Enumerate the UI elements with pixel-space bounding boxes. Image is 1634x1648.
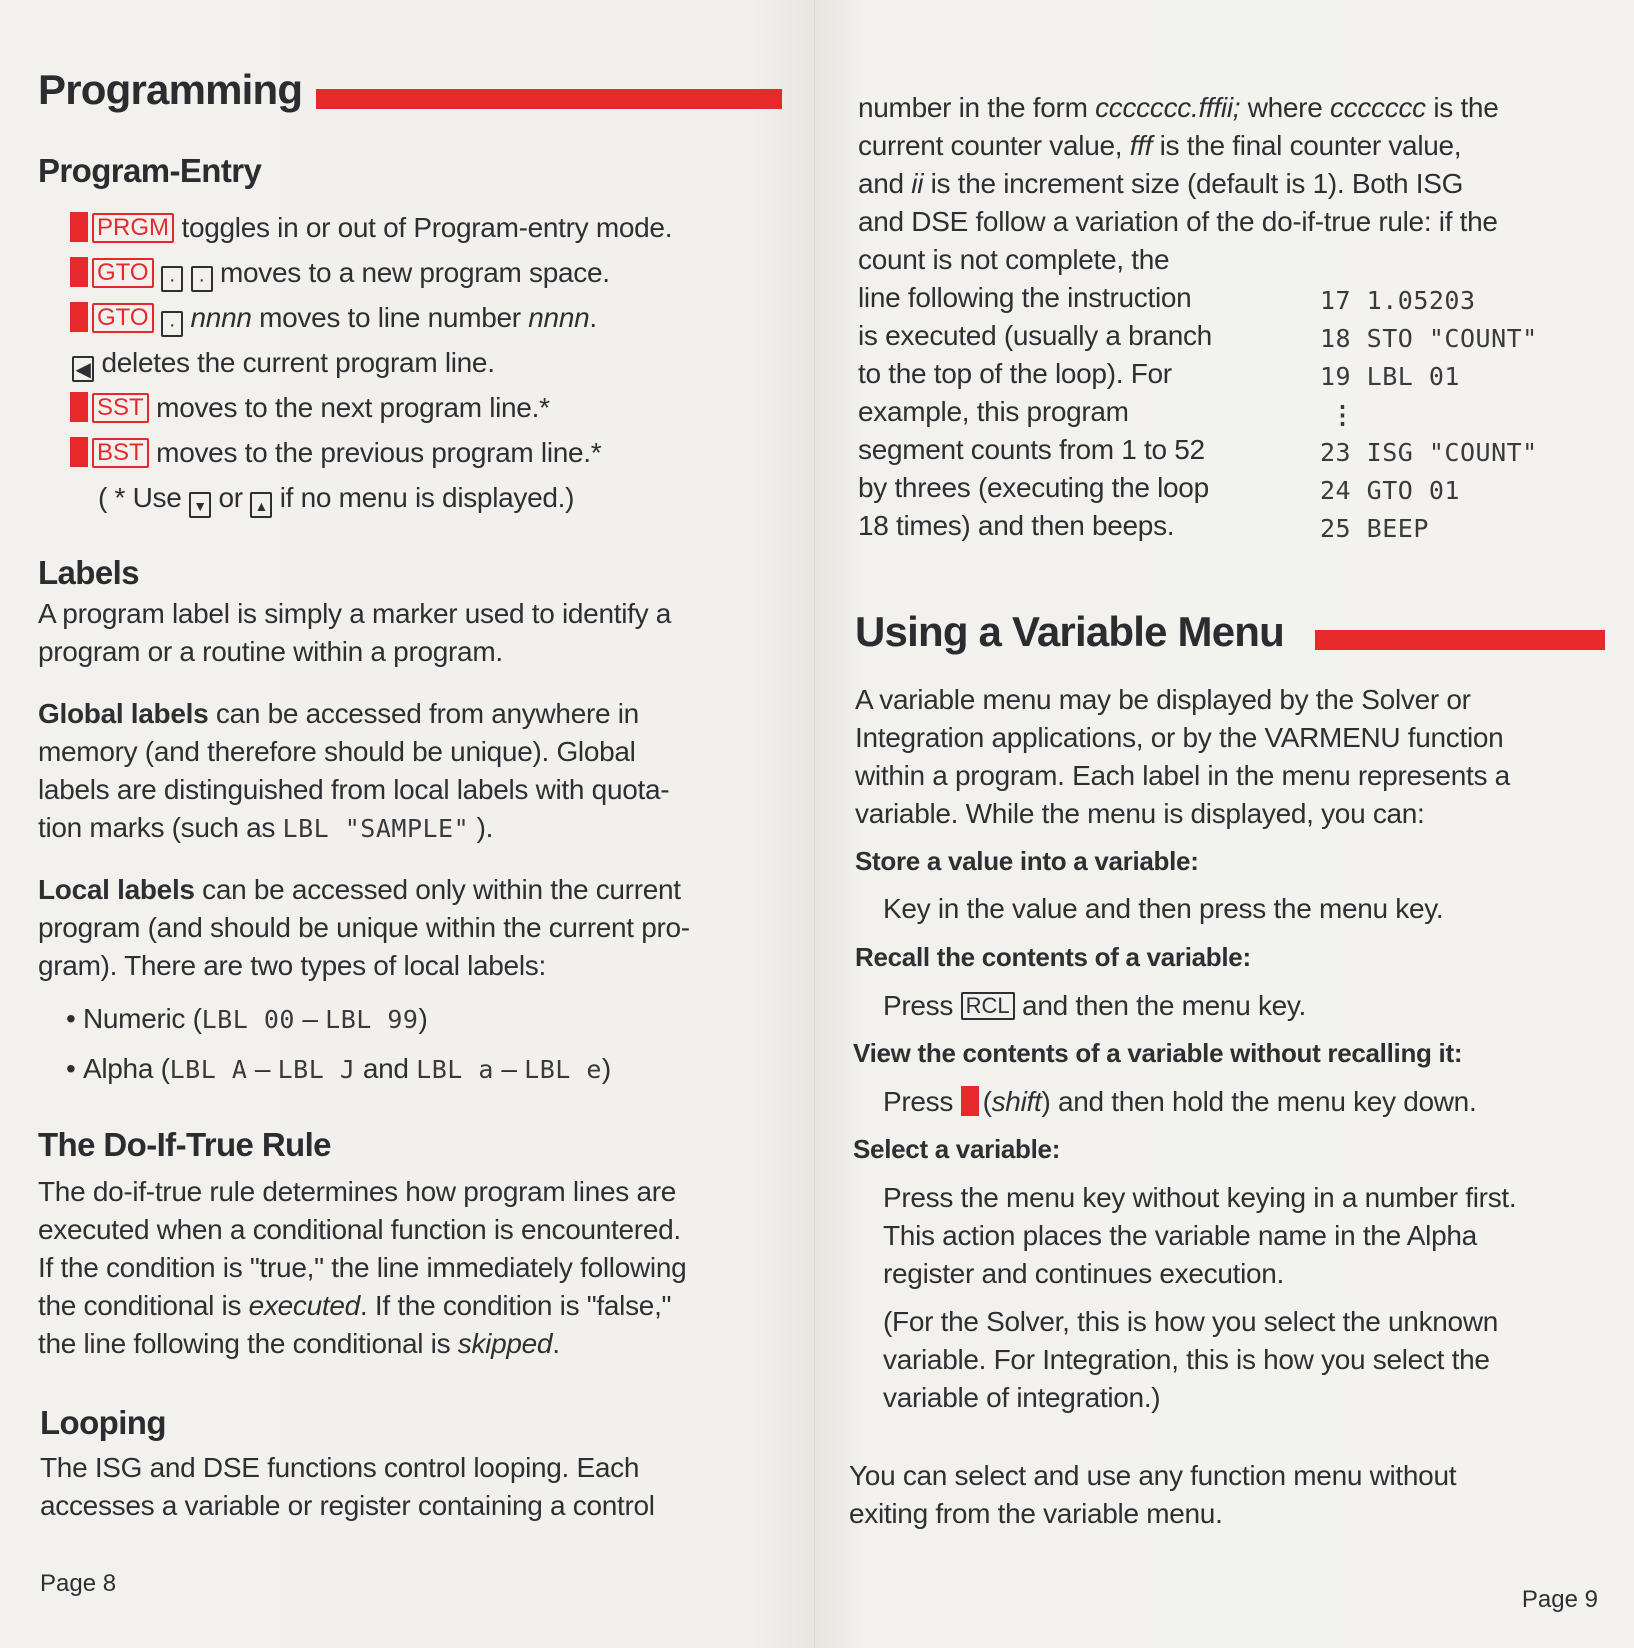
nnnn-placeholder: nnnn bbox=[528, 302, 590, 333]
down-arrow-key-icon: ▼ bbox=[189, 492, 211, 518]
store-text: Key in the value and then press the menu key. bbox=[883, 893, 1444, 924]
period: . bbox=[589, 302, 597, 333]
text: Press bbox=[883, 990, 961, 1021]
heading-looping: Looping bbox=[40, 1404, 166, 1441]
bullet-icon: • bbox=[66, 1053, 83, 1084]
row-text: deletes the current program line. bbox=[101, 347, 495, 378]
code-sample: LBL "SAMPLE" bbox=[282, 814, 470, 843]
page-number-left: Page 8 bbox=[40, 1570, 117, 1597]
select-heading: Select a variable: bbox=[853, 1134, 1061, 1164]
side-text-line: is executed (usually a branch bbox=[858, 320, 1212, 351]
looping-continued-line: count is not complete, the bbox=[858, 244, 1170, 275]
footnote-text: if no menu is displayed.) bbox=[279, 482, 575, 513]
section-title-programming: Programming bbox=[38, 66, 303, 113]
right-page bbox=[814, 0, 1634, 1648]
footnote bbox=[98, 482, 574, 518]
code-sample: LBL 00 bbox=[201, 1005, 295, 1034]
bullet-alpha bbox=[66, 1053, 611, 1085]
text: ) bbox=[601, 1053, 611, 1084]
shift-key-icon bbox=[70, 257, 88, 287]
listing-line bbox=[1320, 362, 1538, 400]
text: can be accessed from anywhere in bbox=[208, 698, 639, 729]
bullet-numeric bbox=[66, 1003, 428, 1035]
varmenu-intro-line: within a program. Each label in the menu represents a bbox=[855, 760, 1510, 791]
dot-key-icon: · bbox=[161, 266, 183, 292]
text: – bbox=[294, 1003, 326, 1034]
code-sample: LBL e bbox=[524, 1055, 602, 1084]
local-labels-line bbox=[38, 874, 681, 906]
text: the line following the conditional is bbox=[38, 1328, 458, 1359]
do-if-true-line: If the condition is "true," the line immediately following bbox=[38, 1252, 687, 1283]
code-sample: LBL a bbox=[416, 1055, 494, 1084]
title-accent-bar bbox=[1315, 630, 1605, 650]
global-labels-term: Global labels bbox=[38, 698, 209, 729]
listing-line bbox=[1320, 438, 1538, 476]
select-text-line: This action places the variable name in the Alpha bbox=[883, 1220, 1477, 1251]
backspace-key-icon: ◀ bbox=[72, 356, 94, 382]
sst-key: SST bbox=[92, 393, 149, 423]
heading-labels: Labels bbox=[38, 554, 139, 591]
rcl-key: RCL bbox=[961, 992, 1015, 1020]
side-text-line: by threes (executing the loop bbox=[858, 472, 1209, 503]
closing-line: You can select and use any function menu without bbox=[849, 1460, 1457, 1491]
emphasis: ccccccc.fffii; bbox=[1095, 92, 1241, 123]
select-text-line: register and continues execution. bbox=[883, 1258, 1285, 1289]
looping-line: The ISG and DSE functions control looping. Each bbox=[40, 1452, 640, 1483]
varmenu-intro-line: Integration applications, or by the VARMENU function bbox=[855, 722, 1504, 753]
footnote-text: ( * Use bbox=[98, 482, 182, 513]
key-row-gto-new bbox=[70, 257, 610, 292]
view-heading: View the contents of a variable without recalling it: bbox=[853, 1038, 1463, 1068]
side-text-line: 18 times) and then beeps. bbox=[858, 510, 1175, 541]
text: . If the condition is "false," bbox=[359, 1290, 672, 1321]
emphasis: executed bbox=[248, 1290, 360, 1321]
text: is the final counter value, bbox=[1152, 130, 1462, 161]
looping-continued-line: and DSE follow a variation of the do-if-true rule: if the bbox=[858, 206, 1498, 237]
nnnn-placeholder: nnnn bbox=[190, 302, 252, 333]
listing-line bbox=[1320, 286, 1538, 324]
text: is the bbox=[1425, 92, 1499, 123]
text: – bbox=[247, 1053, 278, 1084]
labels-intro-line: A program label is simply a marker used to identify a bbox=[38, 598, 672, 629]
row-text: toggles in or out of Program-entry mode. bbox=[181, 212, 673, 243]
program-listing bbox=[1320, 286, 1538, 552]
up-arrow-key-icon: ▲ bbox=[250, 492, 272, 518]
key-row-sst bbox=[70, 392, 550, 424]
text: ). bbox=[469, 812, 494, 843]
recall-heading: Recall the contents of a variable: bbox=[855, 942, 1251, 972]
page-number-right: Page 9 bbox=[1521, 1586, 1598, 1613]
global-labels-line: labels are distinguished from local labels with quota- bbox=[38, 774, 670, 805]
footnote-text: or bbox=[218, 482, 243, 513]
local-labels-line: gram). There are two types of local labels: bbox=[38, 950, 546, 981]
emphasis: ii bbox=[911, 168, 924, 199]
varmenu-intro-line: A variable menu may be displayed by the Solver or bbox=[855, 684, 1471, 715]
global-labels-line: memory (and therefore should be unique). Global bbox=[38, 736, 636, 767]
shift-key-icon bbox=[70, 392, 88, 422]
key-row-prgm bbox=[70, 212, 672, 244]
local-labels-term: Local labels bbox=[38, 874, 195, 905]
text: current counter value, bbox=[858, 130, 1130, 161]
do-if-true-line: executed when a conditional function is encountered. bbox=[38, 1214, 681, 1245]
note-line: variable of integration.) bbox=[883, 1382, 1161, 1413]
labels-intro-line: program or a routine within a program. bbox=[38, 636, 503, 667]
do-if-true-line bbox=[38, 1290, 671, 1322]
view-text: Press (shift) and then hold the menu key down. bbox=[883, 1086, 1477, 1117]
line-number: 17 bbox=[1320, 286, 1352, 315]
note-line: variable. For Integration, this is how you select the bbox=[883, 1344, 1490, 1375]
do-if-true-line: The do-if-true rule determines how program lines are bbox=[38, 1176, 677, 1207]
row-text: moves to a new program space. bbox=[220, 257, 610, 288]
gto-key: GTO bbox=[92, 258, 154, 288]
instruction: BEEP bbox=[1366, 514, 1429, 543]
looping-continued-line bbox=[858, 92, 1498, 124]
bullet-icon: • bbox=[66, 1003, 83, 1034]
text: Alpha ( bbox=[82, 1053, 170, 1084]
line-number: 19 bbox=[1320, 362, 1352, 391]
instruction: STO "COUNT" bbox=[1366, 324, 1538, 353]
text: Numeric ( bbox=[82, 1003, 202, 1034]
text: and bbox=[858, 168, 912, 199]
text: is the increment size (default is 1). Both ISG bbox=[923, 168, 1464, 199]
instruction: 1.05203 bbox=[1366, 286, 1476, 315]
text: where bbox=[1240, 92, 1330, 123]
title-accent-bar bbox=[316, 89, 782, 109]
code-sample: LBL A bbox=[169, 1055, 248, 1084]
text: and then the menu key. bbox=[1014, 990, 1307, 1021]
text: and bbox=[355, 1053, 417, 1084]
line-number: 25 bbox=[1320, 514, 1352, 543]
shift-key-icon bbox=[70, 302, 88, 332]
emphasis: ccccccc bbox=[1329, 92, 1426, 123]
note-line: (For the Solver, this is how you select the unknown bbox=[883, 1306, 1499, 1337]
text: . bbox=[552, 1328, 560, 1359]
line-number: 23 bbox=[1320, 438, 1352, 467]
local-labels-line: program (and should be unique within the current pro- bbox=[38, 912, 690, 943]
global-labels-line bbox=[38, 812, 493, 844]
vertical-ellipsis-icon: ⋮ bbox=[1330, 400, 1356, 429]
looping-line: accesses a variable or register containing a control bbox=[40, 1490, 655, 1521]
instruction: GTO 01 bbox=[1366, 476, 1460, 505]
dot-key-icon: · bbox=[191, 266, 213, 292]
select-text-line: Press the menu key without keying in a number first. bbox=[883, 1182, 1517, 1213]
dot-key-icon: · bbox=[161, 311, 183, 337]
prgm-key: PRGM bbox=[92, 213, 174, 243]
side-text-line: to the top of the loop). For bbox=[858, 358, 1172, 389]
recall-text bbox=[883, 990, 1306, 1022]
text: Press bbox=[883, 1086, 961, 1117]
side-text-line: line following the instruction bbox=[858, 282, 1192, 313]
looping-continued-line bbox=[858, 130, 1461, 162]
text: ) bbox=[418, 1003, 428, 1034]
heading-do-if-true: The Do-If-True Rule bbox=[38, 1126, 331, 1163]
instruction: ISG "COUNT" bbox=[1366, 438, 1538, 467]
text: can be accessed only within the current bbox=[194, 874, 681, 905]
listing-line bbox=[1320, 476, 1538, 514]
gto-key: GTO bbox=[92, 303, 154, 333]
row-text: moves to the previous program line.* bbox=[156, 437, 602, 468]
text: ) and then hold the menu key down. bbox=[1041, 1086, 1477, 1117]
emphasis: shift bbox=[991, 1086, 1042, 1117]
store-heading: Store a value into a variable: bbox=[855, 846, 1199, 876]
row-text: moves to the next program line.* bbox=[156, 392, 550, 423]
row-text: moves to line number bbox=[259, 302, 521, 333]
line-number: 24 bbox=[1320, 476, 1352, 505]
text: the conditional is bbox=[38, 1290, 249, 1321]
bst-key: BST bbox=[92, 438, 149, 468]
do-if-true-line bbox=[38, 1328, 560, 1360]
emphasis: fff bbox=[1129, 130, 1153, 161]
heading-program-entry: Program-Entry bbox=[38, 152, 262, 189]
varmenu-intro-line: variable. While the menu is displayed, you can: bbox=[855, 798, 1425, 829]
section-title-variable-menu: Using a Variable Menu bbox=[855, 608, 1284, 655]
global-labels-line bbox=[38, 698, 639, 730]
key-row-gto-line bbox=[70, 302, 597, 337]
shift-key-icon bbox=[70, 212, 88, 242]
looping-continued-line bbox=[858, 168, 1463, 200]
closing-line: exiting from the variable menu. bbox=[849, 1498, 1223, 1529]
shift-key-icon bbox=[70, 437, 88, 467]
text: – bbox=[493, 1053, 525, 1084]
listing-line bbox=[1320, 324, 1538, 362]
shift-key-icon bbox=[961, 1086, 979, 1116]
side-text-line: segment counts from 1 to 52 bbox=[858, 434, 1205, 465]
left-page bbox=[0, 0, 814, 1648]
text: tion marks (such as bbox=[38, 812, 283, 843]
key-row-bst bbox=[70, 437, 601, 469]
code-sample: LBL J bbox=[277, 1055, 356, 1084]
listing-ellipsis bbox=[1320, 400, 1538, 438]
instruction: LBL 01 bbox=[1366, 362, 1460, 391]
text: number in the form bbox=[858, 92, 1096, 123]
code-sample: LBL 99 bbox=[325, 1005, 419, 1034]
line-number: 18 bbox=[1320, 324, 1352, 353]
side-text-line: example, this program bbox=[858, 396, 1129, 427]
listing-line bbox=[1320, 514, 1538, 552]
key-row-backspace bbox=[72, 347, 495, 382]
emphasis: skipped bbox=[457, 1328, 553, 1359]
